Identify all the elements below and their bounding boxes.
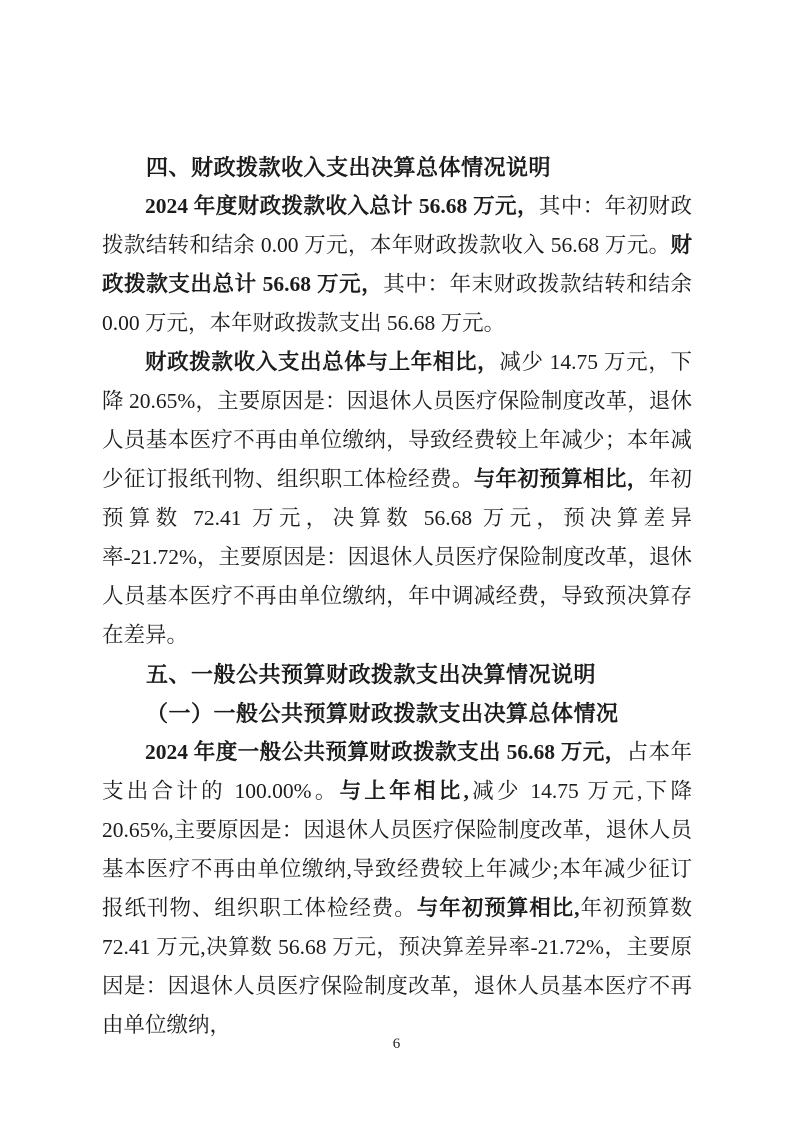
text-run: 其中：年初财政拨款结转和结余 0.00 万元，本年财政拨款收入 56.68 万元。 (102, 194, 692, 257)
subsection-heading-5-1-expenditure-overview: （一）一般公共预算财政拨款支出决算总体情况 (146, 701, 619, 726)
paragraph-general-budget-expenditure-detail (102, 733, 692, 1045)
page-number: 6 (392, 1036, 401, 1052)
text-run: 减少 14.75 万元,下降 20.65%,主要原因是：因退休人员医疗保险制度改革，退休人员基本医疗不再由单位缴纳,导致经费较上年减少;本年减少征订报纸刊物、组织职工体检经费。 (102, 779, 692, 920)
paragraph-yoy-and-budget-comparison (102, 343, 692, 655)
text-run: 其中：年末财政拨款结转和结余 0.00 万元，本年财政拨款支出 56.68 万元。 (102, 272, 692, 335)
section-heading-4-fiscal-appropriation-overview: 四、财政拨款收入支出决算总体情况说明 (146, 155, 552, 180)
text-run: 占本年支出合计的 100.00%。 (102, 740, 692, 803)
bold-text-run: 2024 年度一般公共预算财政拨款支出 56.68 万元， (145, 740, 627, 764)
bold-text-run: 与年初预算相比, (416, 896, 580, 920)
section-heading-5-general-public-budget: 五、一般公共预算财政拨款支出决算情况说明 (146, 662, 597, 687)
bold-text-run: 财政拨款支出总计 56.68 万元， (102, 233, 692, 296)
bold-text-run: 2024 年度财政拨款收入总计 56.68 万元， (145, 194, 539, 218)
text-run: 年初预算数 72.41 万元，决算数 56.68 万元，预决算差异率-21.72%，主要原因是：因退休人员医疗保险制度改革，退休人员基本医疗不再由单位缴纳，年中调减经费，导致预决算存在差异。 (102, 467, 692, 647)
paragraph-fiscal-income-expenditure-totals (102, 187, 692, 343)
text-run: 年初预算数 72.41 万元,决算数 56.68 万元，预决算差异率-21.72%，主要原因是：因退休人员医疗保险制度改革，退休人员基本医疗不再由单位缴纳， (102, 896, 692, 1037)
bold-text-run: 与上年相比, (339, 779, 469, 803)
document-body (102, 148, 692, 1045)
bold-text-run: 财政拨款收入支出总体与上年相比， (145, 350, 500, 374)
bold-text-run: 与年初预算相比， (473, 467, 649, 491)
text-run: 减少 14.75 万元，下降 20.65%，主要原因是：因退休人员医疗保险制度改革，退休人员基本医疗不再由单位缴纳，导致经费较上年减少；本年减少征订报纸刊物、组织职工体检经费。 (102, 350, 692, 491)
